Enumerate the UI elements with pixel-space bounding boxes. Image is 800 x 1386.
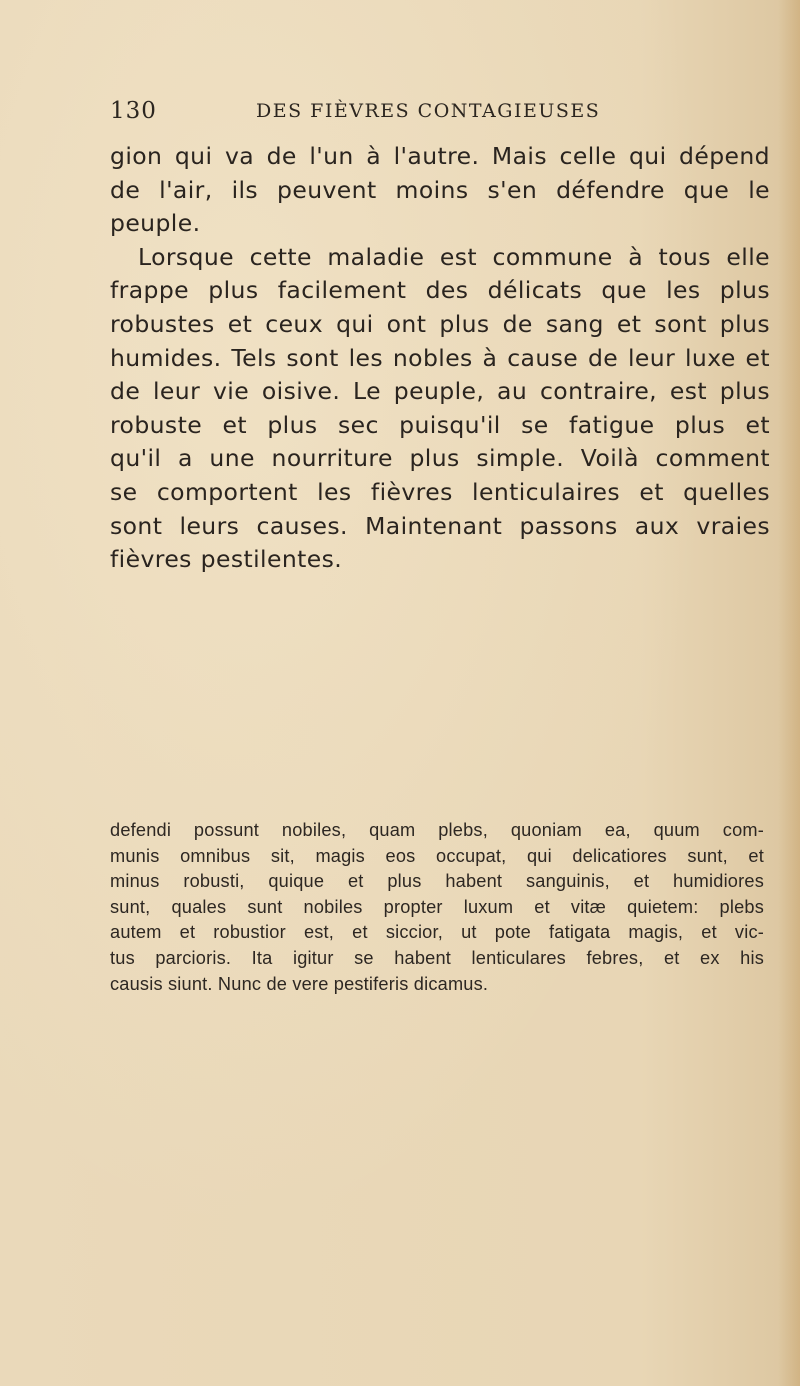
french-line: sont leurs causes. Maintenant passons aux vraies	[110, 511, 770, 540]
french-line: Lorsque cette maladie est commune à tous elle	[138, 242, 770, 271]
french-line: robustes et ceux qui ont plus de sang et sont plus	[110, 309, 770, 338]
latin-line: autem et robustior est, et siccior, ut pote fatigata magis, et vic-	[110, 922, 764, 943]
latin-line: munis omnibus sit, magis eos occupat, qui delicatiores sunt, et	[110, 845, 764, 866]
running-head	[110, 98, 760, 132]
latin-line: tus parcioris. Ita igitur se habent lenticulares febres, et ex his	[110, 947, 764, 968]
french-line: gion qui va de l'un à l'autre. Mais celle qui dépend	[110, 142, 770, 170]
french-translation	[110, 140, 770, 577]
french-line: qu'il a une nourriture plus simple. Voilà comment	[110, 444, 770, 473]
latin-line: causis siunt. Nunc de vere pestiferis dicamus.	[110, 973, 489, 994]
running-title: DES FIÈVRES CONTAGIEUSES	[256, 100, 601, 122]
french-line: frappe plus facilement des délicats que les plus	[110, 276, 770, 305]
french-line: robuste et plus sec puisqu'il se fatigue plus et	[110, 410, 770, 439]
latin-line: defendi possunt nobiles, quam plebs, quoniam ea, quum com-	[110, 820, 764, 840]
french-line: peuple.	[110, 209, 201, 238]
latin-original	[110, 818, 764, 997]
latin-line: sunt, quales sunt nobiles propter luxum et vitæ quietem: plebs	[110, 896, 764, 917]
french-line: de leur vie oisive. Le peuple, au contraire, est plus	[110, 377, 770, 406]
french-line: fièvres pestilentes.	[110, 545, 343, 574]
french-line: se comportent les fièvres lenticulaires et quelles	[110, 477, 770, 506]
page-number: 130	[110, 98, 157, 124]
french-line: de l'air, ils peuvent moins s'en défendre que le	[110, 175, 770, 204]
french-line: humides. Tels sont les nobles à cause de leur luxe et	[110, 343, 770, 372]
latin-line: minus robusti, quique et plus habent sanguinis, et humidiores	[110, 871, 764, 892]
page-edge-shadow	[778, 0, 800, 1386]
